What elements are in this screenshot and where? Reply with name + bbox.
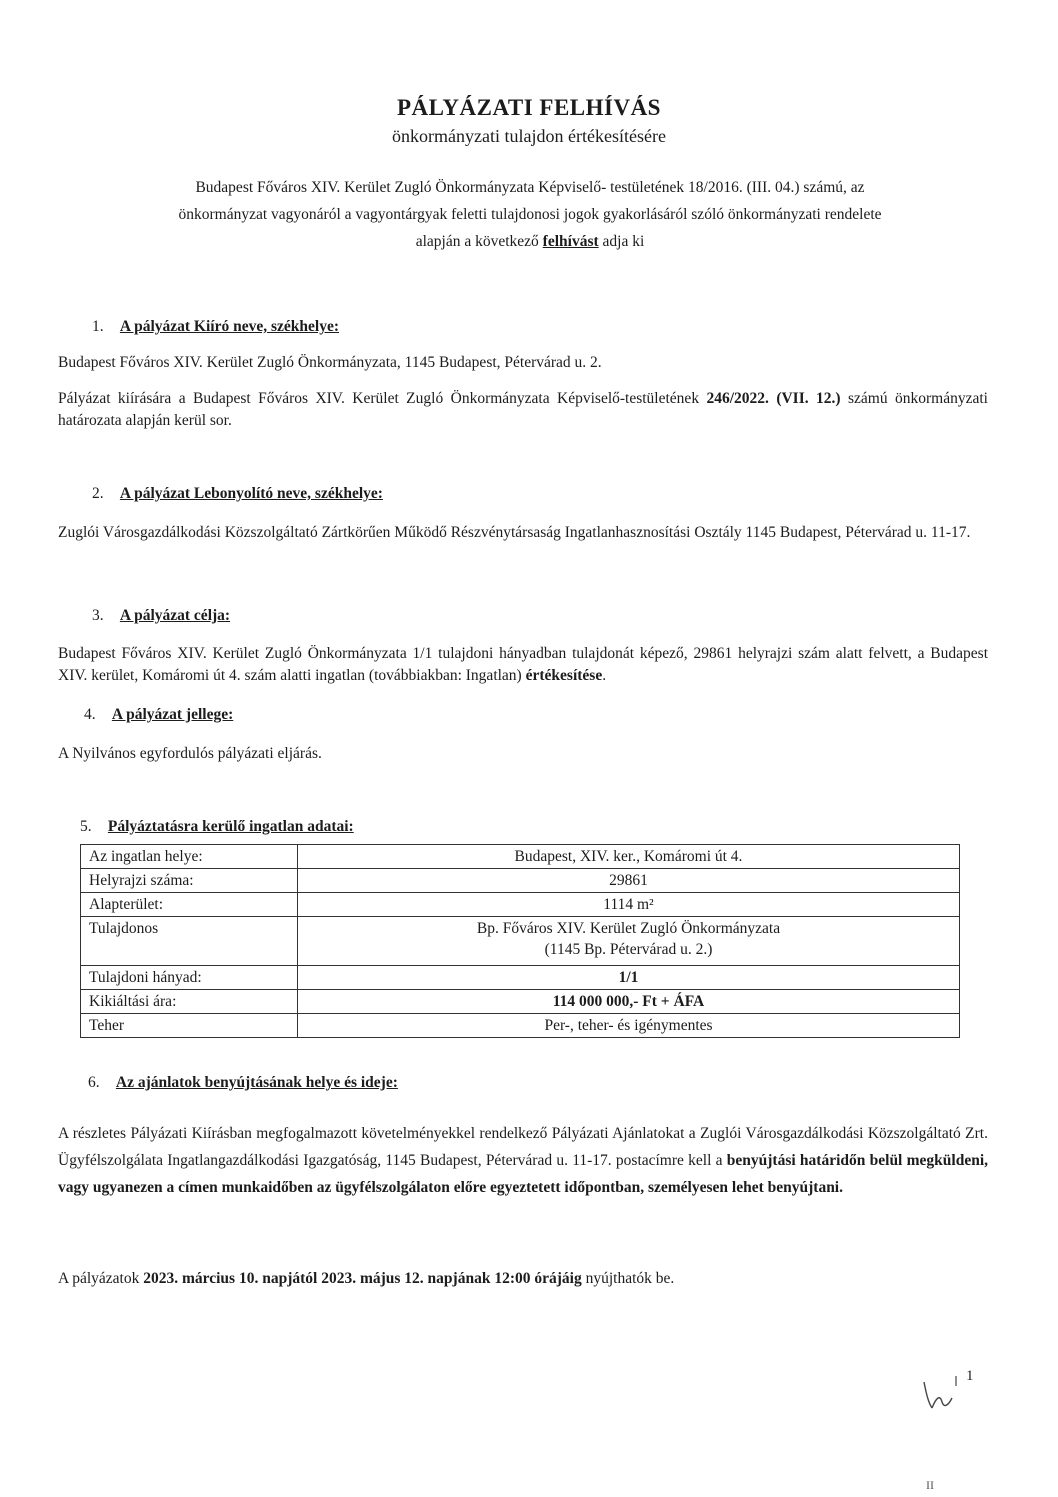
section-6-title: Az ajánlatok benyújtásának helye és ideje: xyxy=(115,1074,398,1091)
s6-p2-post: nyújthatók be. xyxy=(581,1270,675,1287)
table-cell-value: 1114 m² xyxy=(298,893,960,917)
table-cell-key: Kikiáltási ára: xyxy=(81,990,298,1014)
intro-line-3-post: adja ki xyxy=(598,233,645,250)
s6-p2-pre: A pályázatok xyxy=(58,1270,144,1287)
section-1-paragraph-1: Budapest Főváros XIV. Kerület Zugló Önkormányzata, 1145 Budapest, Pétervárad u. 2. xyxy=(58,354,602,371)
owner-address: (1145 Bp. Pétervárad u. 2.) xyxy=(544,941,713,958)
section-1-title: A pályázat Kiíró neve, székhelye: xyxy=(119,318,339,335)
section-2-paragraph: Zuglói Városgazdálkodási Közszolgáltató Zártkörűen Működő Részvénytársaság Ingatlanhasznosítási Osztály 1145 Budapest, Pétervárad u. 11-17. xyxy=(58,524,971,541)
table-row xyxy=(81,966,960,990)
section-3-paragraph xyxy=(58,643,988,687)
section-6-number: 6. xyxy=(88,1074,100,1091)
section-6-heading xyxy=(88,1074,398,1092)
section-1-number: 1. xyxy=(92,318,104,335)
s6-p2-bold: 2023. március 10. napjától 2023. május 12. napjának 12:00 órájáig xyxy=(143,1270,582,1287)
section-2-number: 2. xyxy=(92,485,104,502)
s1-p2-post: számú önkormányzati határozata alapján kerül sor. xyxy=(58,390,988,429)
s3-p1-post: . xyxy=(602,667,607,684)
section-5-heading xyxy=(80,818,354,836)
intro-line-2: önkormányzat vagyonáról a vagyontárgyak feletti tulajdonosi jogok gyakorlásáról szóló önkormányzati rendelete xyxy=(178,206,882,223)
section-4-paragraph: A Nyilvános egyfordulós pályázati eljárás. xyxy=(58,745,322,762)
intro-line-1: Budapest Főváros XIV. Kerület Zugló Önkormányzata Képviselő- testületének 18/2016. (III. 04.) számú, az xyxy=(195,179,865,196)
s3-p1-bold: értékesítése xyxy=(525,667,603,684)
document-subtitle: önkormányzati tulajdon értékesítésére xyxy=(392,126,666,146)
table-row xyxy=(81,893,960,917)
property-data-table xyxy=(80,844,960,1038)
section-2-title: A pályázat Lebonyolító neve, székhelye: xyxy=(119,485,383,502)
table-cell-value: Budapest, XIV. ker., Komáromi út 4. xyxy=(298,845,960,869)
table-cell-key: Teher xyxy=(81,1014,298,1038)
s6-p1-bold: benyújtási határidőn belül megküldeni, vagy ugyanezen a címen munkaidőben az ügyfélszolgálaton előre egyeztetett időpontban, személyesen lehet benyújtani. xyxy=(58,1152,989,1196)
s1-p2-pre: Pályázat kiírására a Budapest Főváros XIV. Kerület Zugló Önkormányzata Képviselő-testületének xyxy=(58,390,707,407)
signature-initials-icon xyxy=(920,1372,966,1418)
section-4-heading xyxy=(84,706,233,724)
section-2-heading xyxy=(92,485,383,503)
section-3-title: A pályázat célja: xyxy=(119,607,231,624)
table-cell-key: Az ingatlan helye: xyxy=(81,845,298,869)
section-1-heading xyxy=(92,318,339,336)
bottom-mark: II xyxy=(926,1478,934,1492)
section-6-paragraph-2 xyxy=(58,1268,988,1290)
table-row xyxy=(81,845,960,869)
table-cell-value: Per-, teher- és igénymentes xyxy=(298,1014,960,1038)
table-cell-key: Helyrajzi száma: xyxy=(81,869,298,893)
table-cell-value: 114 000 000,- Ft + ÁFA xyxy=(298,990,960,1014)
table-cell-key: Tulajdoni hányad: xyxy=(81,966,298,990)
table-row xyxy=(81,917,960,966)
owner-name: Bp. Főváros XIV. Kerület Zugló Önkormányzata xyxy=(476,920,781,937)
s1-p2-bold: 246/2022. (VII. 12.) xyxy=(706,390,841,407)
section-4-number: 4. xyxy=(84,706,96,723)
section-1-paragraph-2 xyxy=(58,388,988,432)
table-cell-key: Tulajdonos xyxy=(81,917,298,966)
table-row xyxy=(81,869,960,893)
intro-line-3-pre: alapján a következő xyxy=(415,233,543,250)
intro-line-3-bold: felhívást xyxy=(542,233,599,250)
s6-p1-pre: A részletes Pályázati Kiírásban megfogalmazott követelményekkel rendelkező Pályázati Ajánlatokat a Zuglói Városgazdálkodási Közszolgáltató Zrt. Ügyfélszolgálata Ingatlangazdálkodási Igazgatóság, 1145 Budapest, Pétervárad u. 11-17. postacímre kell a xyxy=(58,1125,988,1169)
intro-paragraph xyxy=(70,174,990,255)
table-row xyxy=(81,990,960,1014)
section-4-title: A pályázat jellege: xyxy=(111,706,234,723)
table-row xyxy=(81,1014,960,1038)
section-3-heading xyxy=(92,607,230,625)
table-cell-value: 29861 xyxy=(298,869,960,893)
section-6-paragraph-1 xyxy=(58,1120,988,1201)
table-cell-key: Alapterület: xyxy=(81,893,298,917)
table-cell-value xyxy=(298,917,960,966)
section-5-number: 5. xyxy=(80,818,92,835)
s3-p1-pre: Budapest Főváros XIV. Kerület Zugló Önkormányzata 1/1 tulajdoni hányadban tulajdonát képező, 29861 helyrajzi szám alatt felvett, a Budapest XIV. kerület, Komáromi út 4. szám alatti ingatlan (továbbiakban: Ingatlan) xyxy=(58,645,988,684)
document-title: PÁLYÁZATI FELHÍVÁS xyxy=(397,95,661,120)
table-cell-value: 1/1 xyxy=(298,966,960,990)
section-5-title: Pályáztatásra kerülő ingatlan adatai: xyxy=(107,818,354,835)
page-number: 1 xyxy=(966,1368,974,1384)
section-3-number: 3. xyxy=(92,607,104,624)
